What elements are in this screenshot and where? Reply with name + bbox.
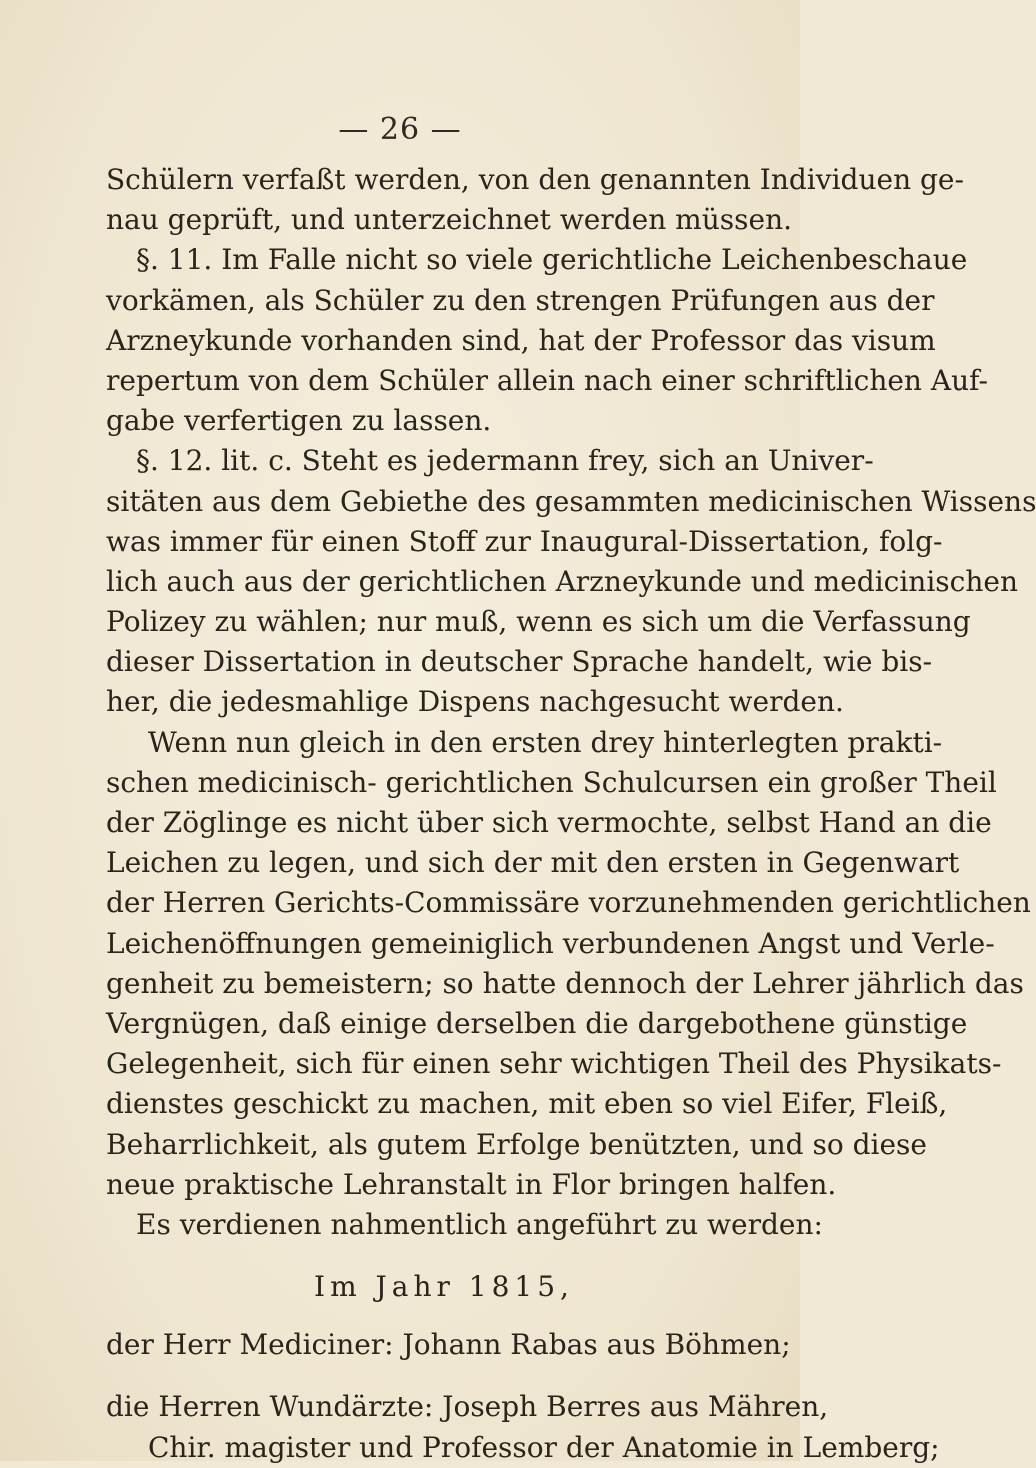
page-body: [106, 160, 1036, 1468]
year-heading: Im Jahr 1815,: [314, 1270, 574, 1304]
text-line: gabe verfertigen zu lassen.: [106, 404, 492, 438]
text-line: nau geprüft, und unterzeichnet werden müssen.: [106, 203, 792, 237]
text-line: Leichen zu legen, und sich der mit den ersten in Gegenwart: [106, 846, 960, 880]
text-line: Gelegenheit, sich für einen sehr wichtigen Theil des Physikats-: [106, 1047, 1002, 1081]
paragraph-11-start: §. 11. Im Falle nicht so viele gerichtliche Leichenbeschaue: [136, 243, 968, 277]
text-line: lich auch aus der gerichtlichen Arzneykunde und medicinischen: [106, 564, 1018, 598]
paragraph-wenn-start: Wenn nun gleich in den ersten drey hinterlegten prakti-: [148, 725, 943, 759]
text-line: Vergnügen, daß einige derselben die dargebothene günstige: [106, 1006, 968, 1040]
text-line: Arzneykunde vorhanden sind, hat der Professor das visum: [106, 323, 936, 357]
text-line: neue praktische Lehranstalt in Flor bringen halfen.: [106, 1167, 837, 1201]
text-line: was immer für einen Stoff zur Inaugural-Dissertation, folg-: [106, 524, 943, 558]
text-line: schen medicinisch- gerichtlichen Schulcursen ein großer Theil: [106, 765, 997, 799]
text-line: Beharrlichkeit, als gutem Erfolge benützten, und so diese: [106, 1127, 927, 1161]
text-line: Leichenöffnungen gemeiniglich verbundenen Angst und Verle-: [106, 926, 995, 960]
entry-wundaerzte: die Herren Wundärzte: Joseph Berres aus Mähren,: [106, 1390, 829, 1424]
text-line: der Herren Gerichts-Commissäre vorzunehmenden gerichtlichen: [106, 886, 1031, 920]
paragraph-12-start: §. 12. lit. c. Steht es jedermann frey, sich an Univer-: [136, 444, 874, 478]
text-line: repertum von dem Schüler allein nach einer schriftlichen Auf-: [106, 363, 988, 397]
paragraph-es-start: Es verdienen nahmentlich angeführt zu werden:: [136, 1207, 823, 1241]
text-line: vorkämen, als Schüler zu den strengen Prüfungen aus der: [106, 283, 935, 317]
text-line: Schülern verfaßt werden, von den genannten Individuen ge-: [106, 163, 964, 196]
text-line: genheit zu bemeistern; so hatte dennoch der Lehrer jährlich das: [106, 966, 1024, 1000]
entry-wundaerzte-continued: Chir. magister und Professor der Anatomie in Lemberg;: [148, 1430, 940, 1464]
page-number: — 26 —: [338, 112, 462, 147]
text-line: dienstes geschickt zu machen, mit eben so viel Eifer, Fleiß,: [106, 1087, 948, 1121]
text-line: sitäten aus dem Gebiethe des gesammten medicinischen Wissens: [106, 484, 1036, 518]
text-line: der Zöglinge es nicht über sich vermochte, selbst Hand an die: [106, 806, 992, 839]
text-line: Polizey zu wählen; nur muß, wenn es sich um die Verfassung: [106, 605, 971, 639]
entry-mediciner: der Herr Mediciner: Johann Rabas aus Böhmen;: [106, 1328, 791, 1362]
text-line: her, die jedesmahlige Dispens nachgesucht werden.: [106, 685, 844, 719]
text-line: dieser Dissertation in deutscher Sprache handelt, wie bis-: [106, 645, 933, 679]
